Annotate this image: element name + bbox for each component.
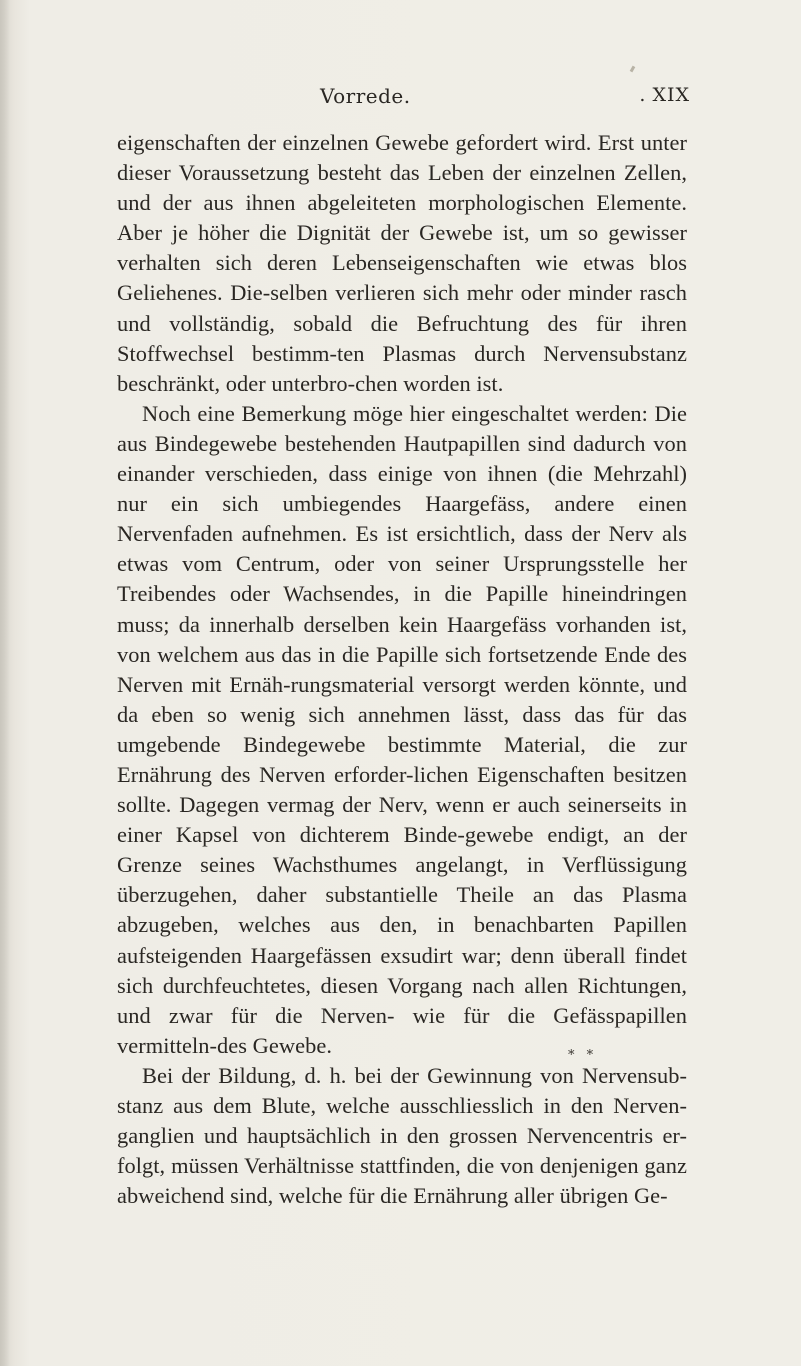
page-header <box>150 84 690 110</box>
page-number: . XIX <box>639 84 690 106</box>
paragraph-3: Bei der Bildung, d. h. bei der Gewinnung von Nervensub-stanz aus dem Blute, welche ausschliesslich in den Nerven-ganglien und hauptsächlich in den grossen Nervencentris er-folgt, müssen Verhältnisse stattfinden, die von denjenigen ganz abweichend sind, welche für die Ernährung aller übrigen Ge- <box>117 1062 687 1209</box>
signature-mark: * * <box>568 1048 598 1063</box>
paragraph-2: Noch eine Bemerkung möge hier eingeschaltet werden: Die aus Bindegewebe bestehenden Hautpapillen sind dadurch von einander verschieden, dass einige von ihnen (die Mehrzahl) nur ein sich umbiegendes Haargefäss, andere einen Nervenfaden aufnehmen. Es ist ersichtlich, dass der Nerv als etwas vom Centrum, oder von seiner Ursprungsstelle her Treibendes oder Wachsendes, in die Papille hineindringen muss; da innerhalb derselben kein Haargefäss vorhanden ist, von welchem aus das in die Papille sich fortsetzende Ende des Nerven mit Ernäh-rungsmaterial versorgt werden könnte, und da eben so wenig sich annehmen lässt, dass das für das umgebende Bindegewebe bestimmte Material, die zur Ernährung des Nerven erforder-lichen Eigenschaften besitzen sollte. Dagegen vermag der Nerv, wenn er auch seinerseits in einer Kapsel von dichterem Binde-gewebe endigt, an der Grenze seines Wachsthumes angelangt, in Verflüssigung überzugehen, daher substantielle Theile an das Plasma abzugeben, welches aus den, in benachbarten Papillen aufsteigenden Haargefässen exsudirt war; denn überall findet sich durchfeuchtetes, diesen Vorgang nach allen Richtungen, und zwar für die Nerven- wie für die Gefässpapillen vermitteln-des Gewebe. <box>117 400 687 1058</box>
binding-shadow <box>0 0 10 1366</box>
running-title: Vorrede. <box>320 84 411 108</box>
paper-speck <box>630 66 636 73</box>
paragraph-1: eigenschaften der einzelnen Gewebe gefordert wird. Erst unter dieser Voraussetzung besteht das Leben der einzelnen Zellen, und der aus ihnen abgeleiteten morphologischen Elemente. Aber je höher die Dignität der Gewebe ist, um so gewisser verhalten sich deren Lebenseigenschaften wie etwas blos Geliehenes. Die-selben verlieren sich mehr oder minder rasch und vollständig, sobald die Befruchtung des für ihren Stoffwechsel bestimm-ten Plasmas durch Nervensubstanz beschränkt, oder unterbro-chen worden ist. <box>117 130 687 396</box>
body-text <box>117 128 687 1211</box>
page-number-value: XIX <box>652 84 690 106</box>
